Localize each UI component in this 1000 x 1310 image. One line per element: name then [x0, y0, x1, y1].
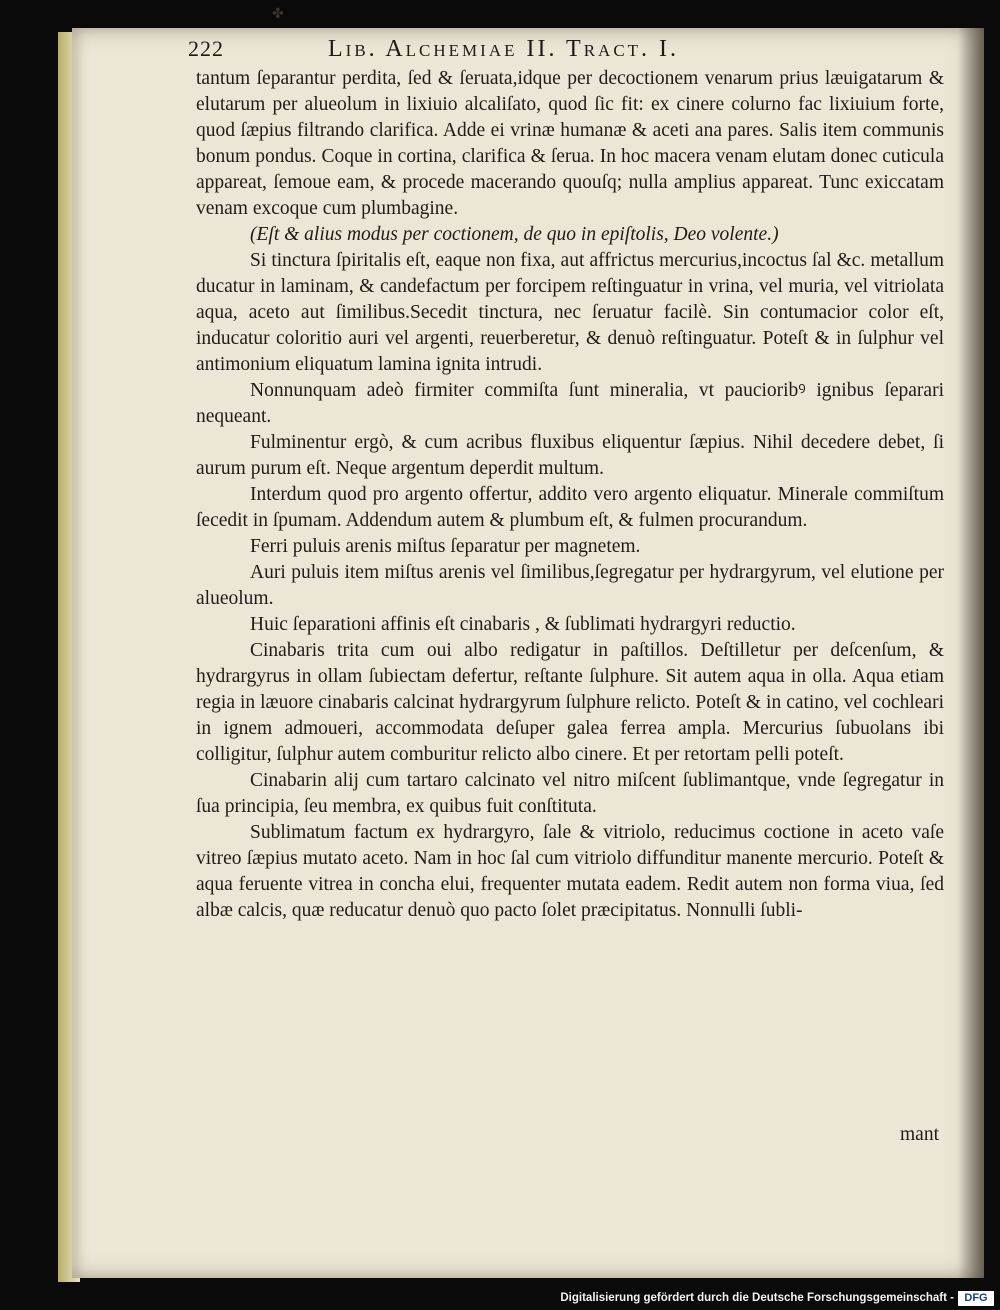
footer-credit: Digitalisierung gefördert durch die Deutsche Forschungsgemeinschaft -	[560, 1292, 954, 1304]
paragraph: Si tinctura ſpiritalis eſt, eaque non fixa, aut affrictus mercurius,incoctus ſal &c. metallum ducatur in laminam, & candefactum per forcipem reſtinguatur in vrina, vel muria, vel vitriolata aqua, aceto aut ſimilibus.Secedit tinctura, nec ſeruatur facilè. Sin contumacior color eſt, inducatur coloritio auri vel argenti, reuerberetur, & denuò reſtinguatur. Poteſt & in ſulphur vel antimonium eliquatum lamina ignita intrudi.	[196, 250, 944, 375]
body-text	[196, 66, 944, 924]
paragraph: Huic ſeparationi affinis eſt cinabaris , & ſublimati hydrargyri reductio.	[250, 614, 796, 635]
running-head	[188, 36, 868, 64]
printer-ornament-icon: ✤	[272, 7, 284, 22]
paragraph: Sublimatum factum ex hydrargyro, ſale & vitriolo, reducimus coctione in aceto vaſe vitreo ſæpius mutato aceto. Nam in hoc ſal cum vitriolo diffunditur manente mercurio. Poteſt & aqua feruente vitrea in concha elui, frequenter mutata eadem. Redit autem non forma viua, ſed albæ calcis, quæ reducatur denuò quo pacto ſolet præcipitatus. Nonnulli ſubli-	[196, 822, 944, 921]
dfg-logo: DFG	[958, 1291, 994, 1306]
page-number: 222	[188, 36, 224, 61]
running-title: Lib. Alchemiae II. Tract. I.	[328, 36, 680, 62]
paragraph: Cinabarin alij cum tartaro calcinato vel nitro miſcent ſublimantque, vnde ſegregatur in ſua principia, ſeu membra, ex quibus fuit conſtituta.	[196, 770, 944, 817]
paragraph: tantum ſeparantur perdita, ſed & ſeruata,idque per decoctionem venarum prius læuigatarum & elutarum per alueolum in lixiuio alcaliſato, quod ſic fit: ex cinere colurno fac lixiuium forte, quod ſæpius filtrando clarifica. Adde ei vrinæ humanæ & aceti ana pares. Salis item communis bonum pondus. Coque in cortina, clarifica & ſerua. In hoc macera venam elutam donec cuticula appareat, ſemoue eam, & procede macerando quouſq; nulla amplius appareat. Tunc exiccatam venam excoque cum plumbagine.	[196, 68, 944, 219]
paragraph-italic-note: (Eſt & alius modus per coctionem, de quo in epiſtolis, Deo volente.)	[250, 224, 779, 245]
paragraph: Cinabaris trita cum oui albo redigatur in paſtillos. Deſtilletur per deſcenſum, & hydrargyrus in ollam ſubiectam defertur, reſtante ſulphure. Sit autem aqua in olla. Aqua etiam regia in læuore cinabaris calcinat hydrargyrum ſulphure relicto. Poteſt & in catino, vel cochleari in ignem admoueri, accommodata deſuper galea ferrea ampla. Mercurius ſubuolans ibi colligitur, ſulphur autem comburitur relicto albo cinere. Et per retortam pelli poteſt.	[196, 640, 944, 765]
paragraph: Nonnunquam adeò firmiter commiſta ſunt mineralia, vt paucioribꝰ ignibus ſeparari nequeant.	[196, 380, 944, 427]
catchword: mant	[900, 1124, 939, 1145]
gutter-shadow	[958, 28, 984, 1278]
paragraph: Auri puluis item miſtus arenis vel ſimilibus,ſegregatur per hydrargyrum, vel elutione per alueolum.	[196, 562, 944, 609]
paragraph: Interdum quod pro argento offertur, addito vero argento eliquatur. Minerale commiſtum ſecedit in ſpumam. Addendum autem & plumbum eſt, & fulmen procurandum.	[196, 484, 944, 531]
paragraph: Fulminentur ergò, & cum acribus fluxibus eliquentur ſæpius. Nihil decedere debet, ſi aurum purum eſt. Neque argentum deperdit multum.	[196, 432, 944, 479]
paragraph: Ferri puluis arenis miſtus ſeparatur per magnetem.	[250, 536, 641, 557]
digitization-footer	[0, 1288, 1000, 1310]
